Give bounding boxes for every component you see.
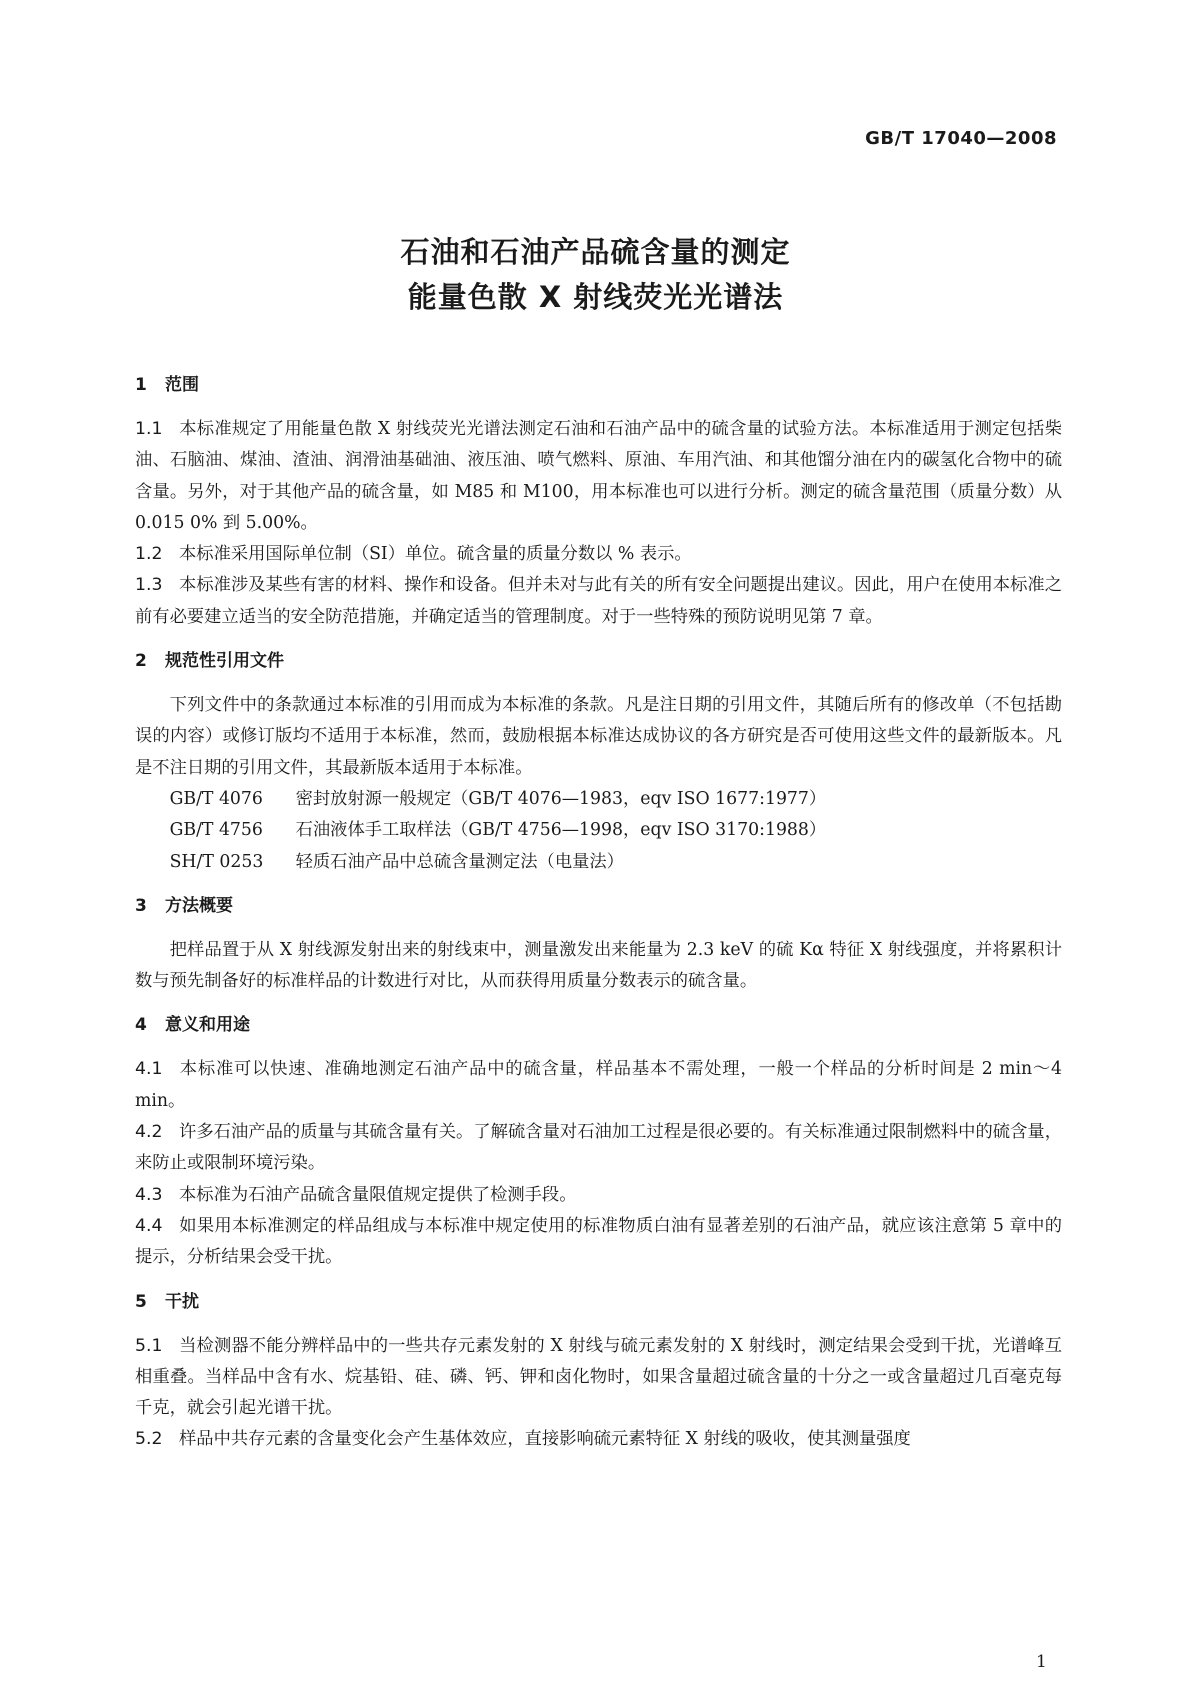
clause-1-1 xyxy=(135,414,1062,539)
clause-text: 样品中共存元素的含量变化会产生基体效应，直接影响硫元素特征 X 射线的吸收，使其测量强度 xyxy=(179,1429,911,1450)
page-number: 1 xyxy=(1036,1652,1047,1672)
section-number: 2 xyxy=(135,651,147,672)
clause-number: 1.3 xyxy=(135,575,163,596)
clause-number: 4.2 xyxy=(135,1122,163,1143)
reference-code: GB/T 4756 xyxy=(169,820,263,841)
clause-1-3 xyxy=(135,570,1062,633)
section-heading-significance-and-use xyxy=(135,1010,1062,1041)
section-number: 5 xyxy=(135,1291,147,1312)
section-number: 3 xyxy=(135,895,147,916)
document-title-line-1: 石油和石油产品硫含量的测定 xyxy=(400,235,791,269)
clause-5-2 xyxy=(135,1424,1062,1455)
document-body xyxy=(135,370,1062,1456)
reference-title: 轻质石油产品中总硫含量测定法（电量法） xyxy=(295,851,624,872)
clause-number: 1.2 xyxy=(135,544,163,565)
clause-text: 许多石油产品的质量与其硫含量有关。了解硫含量对石油加工过程是很必要的。有关标准通过限制燃料中的硫含量，来防止或限制环境污染。 xyxy=(135,1122,1062,1174)
clause-number: 1.1 xyxy=(135,419,163,439)
reference-title: 石油液体手工取样法（GB/T 4756—1998，eqv ISO 3170:1988） xyxy=(295,820,827,841)
clause-4-1 xyxy=(135,1054,1062,1117)
reference-item xyxy=(135,847,1062,878)
reference-code: SH/T 0253 xyxy=(169,851,264,872)
section-heading-method-summary xyxy=(135,891,1062,922)
section-heading-normative-references xyxy=(135,646,1062,677)
clause-text: 本标准规定了用能量色散 X 射线荧光光谱法测定石油和石油产品中的硫含量的试验方法。本标准适用于测定包括柴油、石脑油、煤油、渣油、润滑油基础油、液压油、喷气燃料、原油、车用汽油、和其他馏分油在内的碳氢化合物中的硫含量。另外，对于其他产品的硫含量，如 M85 和 M100，用本标准也可以进行分析。测定的硫含量范围（质量分数）从 0.015 0% 到 5.00%。 xyxy=(135,419,1062,533)
clause-5-1 xyxy=(135,1331,1062,1425)
section-heading-interferences xyxy=(135,1287,1062,1318)
section-title: 干扰 xyxy=(165,1291,199,1312)
clause-1-2 xyxy=(135,539,1062,570)
section-title: 范围 xyxy=(165,375,199,395)
clause-number: 4.3 xyxy=(135,1184,163,1205)
method-summary-text: 把样品置于从 X 射线源发射出来的射线束中，测量激发出来能量为 2.3 keV 的硫 Kα 特征 X 射线强度，并将累积计数与预先制备好的标准样品的计数进行对比，从而获得用质量分数表示的硫含量。 xyxy=(135,939,1062,992)
reference-title: 密封放射源一般规定（GB/T 4076—1983，eqv ISO 1677:1977） xyxy=(295,788,827,809)
reference-item xyxy=(135,815,1062,846)
clause-text: 如果用本标准测定的样品组成与本标准中规定使用的标准物质白油有显著差别的石油产品，就应该注意第 5 章中的提示，分析结果会受干扰。 xyxy=(135,1215,1062,1268)
clause-text: 当检测器不能分辨样品中的一些共存元素发射的 X 射线与硫元素发射的 X 射线时，测定结果会受到干扰，光谱峰互相重叠。当样品中含有水、烷基铅、硅、磷、钙、钾和卤化物时，如果含量超过硫含量的十分之一或含量超过几百毫克每千克，就会引起光谱干扰。 xyxy=(135,1335,1062,1419)
standard-number: GB/T 17040—2008 xyxy=(865,128,1057,149)
section-title: 规范性引用文件 xyxy=(165,651,284,672)
reference-code: GB/T 4076 xyxy=(169,788,263,809)
section-title: 意义和用途 xyxy=(165,1015,250,1036)
clause-4-4 xyxy=(135,1211,1062,1274)
reference-item xyxy=(135,784,1062,815)
clause-text: 本标准可以快速、准确地测定石油产品中的硫含量，样品基本不需处理，一般一个样品的分析时间是 2 min～4 min。 xyxy=(135,1059,1062,1111)
clause-number: 5.2 xyxy=(135,1429,163,1450)
clause-number: 5.1 xyxy=(135,1335,163,1356)
section-number: 1 xyxy=(135,375,147,395)
clause-text: 本标准为石油产品硫含量限值规定提供了检测手段。 xyxy=(179,1184,577,1205)
references-intro: 下列文件中的条款通过本标准的引用而成为本标准的条款。凡是注日期的引用文件，其随后所有的修改单（不包括勘误的内容）或修订版均不适用于本标准，然而，鼓励根据本标准达成协议的各方研究是否可使用这些文件的最新版本。凡是不注日期的引用文件，其最新版本适用于本标准。 xyxy=(135,695,1062,778)
section-title: 方法概要 xyxy=(165,895,233,916)
clause-number: 4.4 xyxy=(135,1215,163,1236)
clause-4-2 xyxy=(135,1117,1062,1180)
section-heading-scope xyxy=(135,370,1062,401)
document-title-line-2: 能量色散 X 射线荧光光谱法 xyxy=(407,280,784,314)
clause-number: 4.1 xyxy=(135,1059,163,1080)
clause-text: 本标准采用国际单位制（SI）单位。硫含量的质量分数以 % 表示。 xyxy=(179,544,692,565)
clause-text: 本标准涉及某些有害的材料、操作和设备。但并未对与此有关的所有安全问题提出建议。因此，用户在使用本标准之前有必要建立适当的安全防范措施，并确定适当的管理制度。对于一些特殊的预防说明见第 7 章。 xyxy=(135,575,1062,627)
clause-4-3 xyxy=(135,1180,1062,1211)
section-number: 4 xyxy=(135,1015,147,1036)
